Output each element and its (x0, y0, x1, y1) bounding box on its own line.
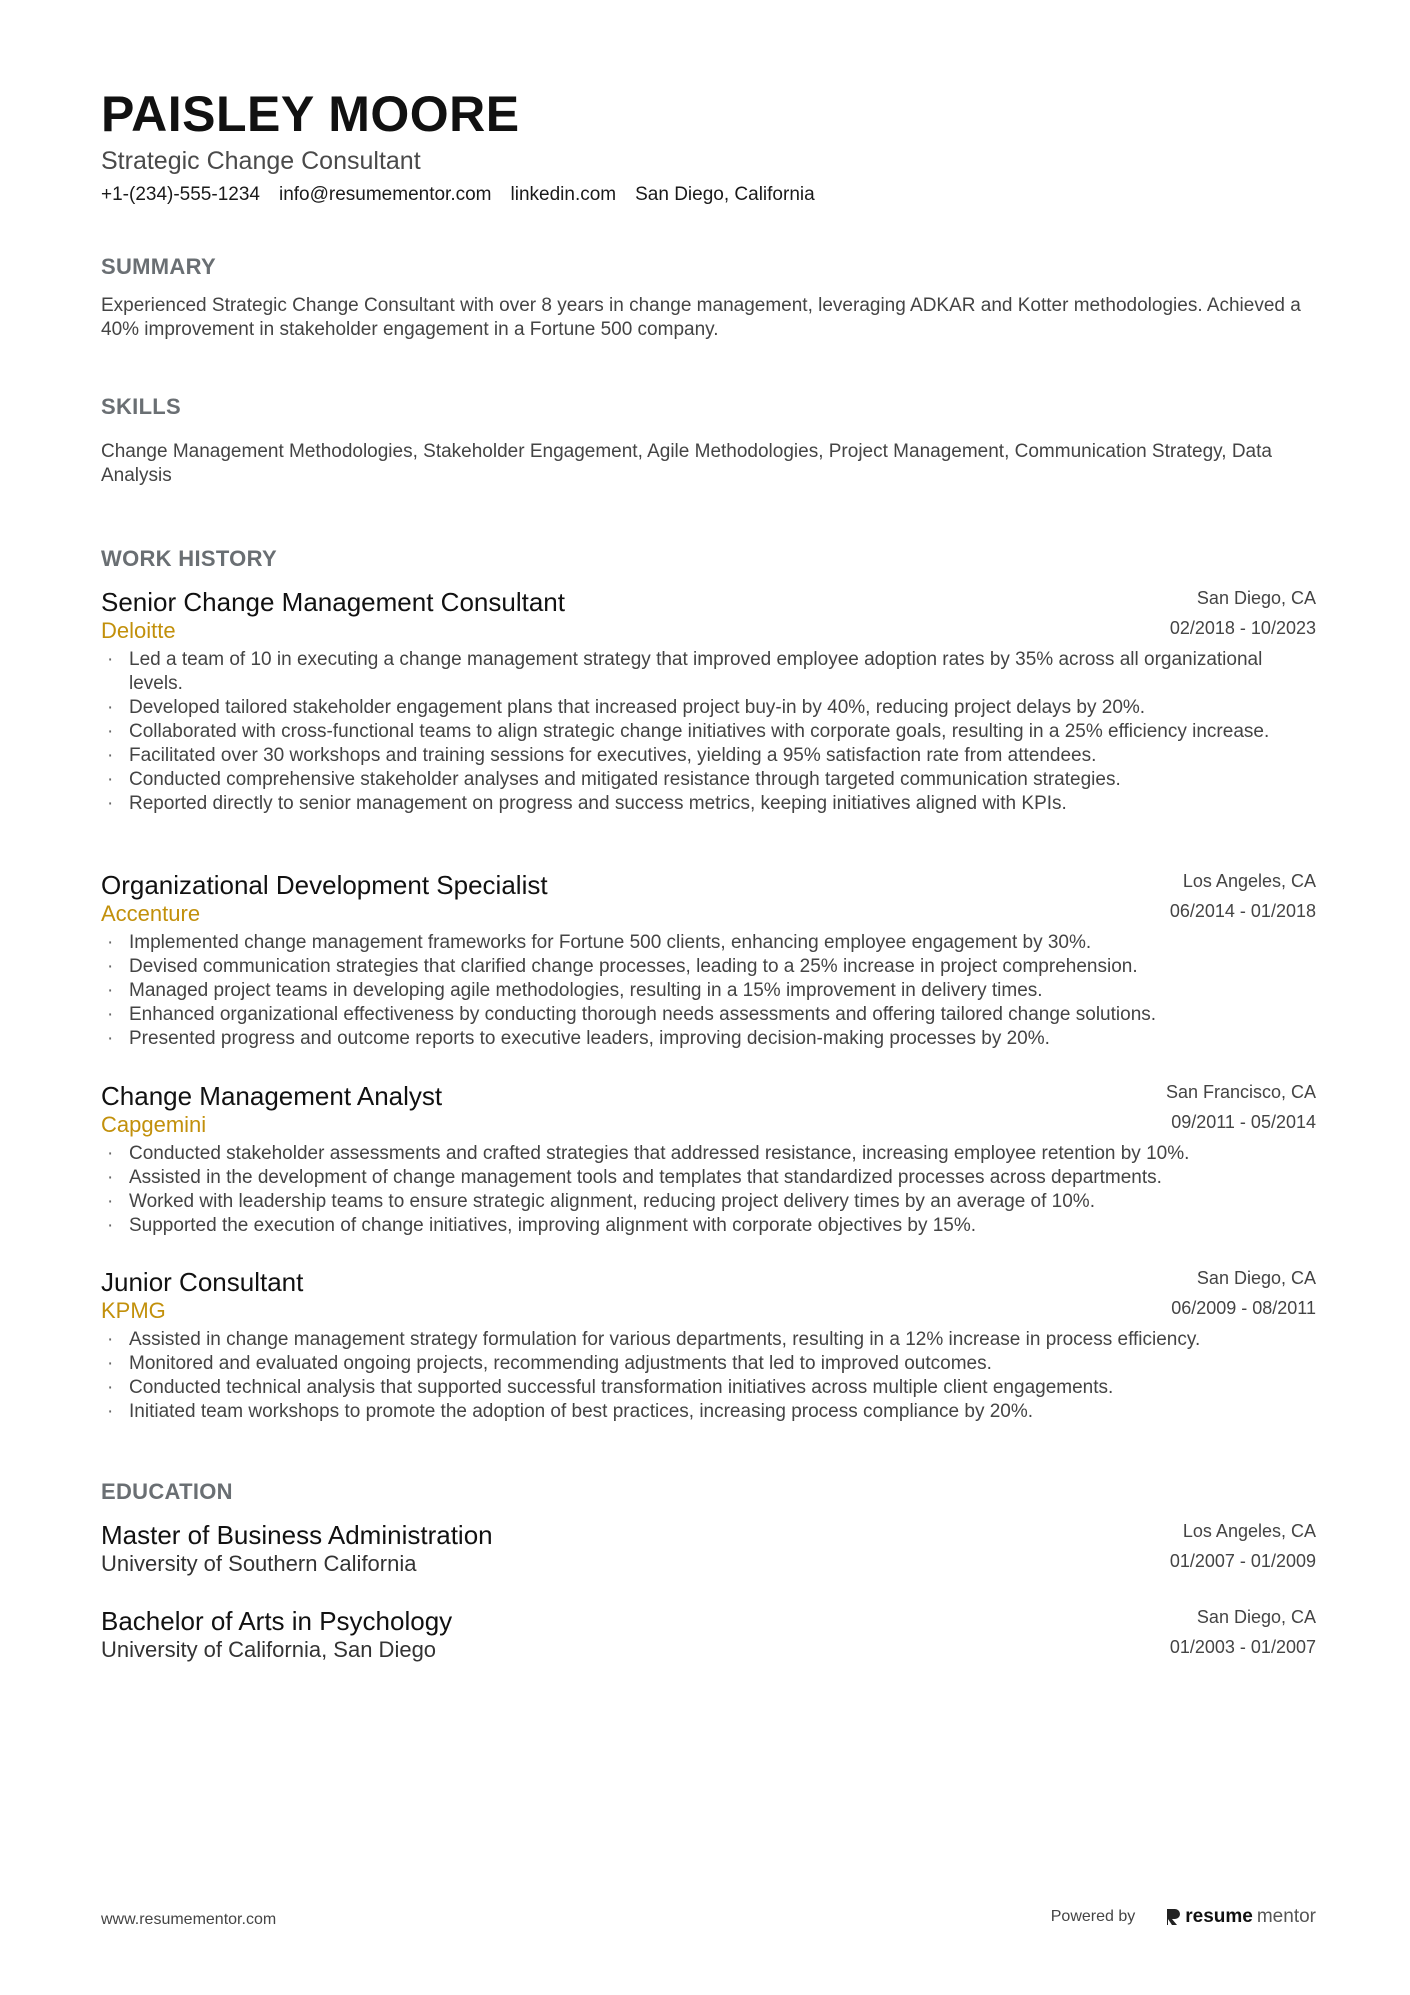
education-location: Los Angeles, CA (1182, 1521, 1316, 1541)
bullet-item: · Conducted technical analysis that supported successful transformation initiatives across multiple client engagements. (101, 1376, 1316, 1400)
education-school: University of California, San Diego (101, 1637, 437, 1662)
work-entry-title: Change Management Analyst (101, 1081, 443, 1111)
education-heading: EDUCATION (101, 1479, 233, 1504)
bullet-item: · Conducted comprehensive stakeholder analyses and mitigated resistance through targeted communication strategies. (101, 768, 1316, 792)
work-entry-company: Deloitte (101, 618, 176, 643)
work-history-heading: WORK HISTORY (101, 546, 277, 571)
resumementor-logo-icon (1165, 1907, 1181, 1927)
work-entry-bullets (101, 648, 1316, 816)
education-dates: 01/2007 - 01/2009 (1169, 1551, 1316, 1571)
work-entry-company: KPMG (101, 1298, 166, 1323)
brand-name-light: mentor (1256, 1906, 1316, 1927)
bullet-item: · Led a team of 10 in executing a change management strategy that improved employee adoption rates by 35% across all organizational levels. (101, 648, 1316, 696)
bullet-item: · Collaborated with cross-functional teams to align strategic change initiatives with corporate goals, resulting in a 25% efficiency increase. (101, 720, 1316, 744)
work-entry-bullets (101, 931, 1316, 1051)
work-entry-bullets (101, 1328, 1316, 1424)
education-dates: 01/2003 - 01/2007 (1169, 1637, 1316, 1657)
education-entry (101, 1605, 1316, 1665)
work-entry-bullets (101, 1142, 1316, 1238)
work-entry-title: Organizational Development Specialist (101, 870, 548, 900)
candidate-name: PAISLEY MOORE (101, 86, 520, 142)
work-entry-title: Senior Change Management Consultant (101, 587, 565, 617)
contact-linkedin[interactable]: linkedin.com (510, 184, 617, 205)
brand-logo[interactable] (1165, 1906, 1316, 1928)
education-location: San Diego, CA (1196, 1607, 1316, 1627)
bullet-item: · Initiated team workshops to promote the adoption of best practices, increasing process compliance by 20%. (101, 1400, 1316, 1424)
education-school: University of Southern California (101, 1551, 417, 1576)
contact-email[interactable]: info@resumementor.com (278, 184, 492, 205)
bullet-item: · Assisted in the development of change management tools and templates that standardized processes across departments. (101, 1166, 1316, 1190)
bullet-item: · Monitored and evaluated ongoing projects, recommending adjustments that led to improved outcomes. (101, 1352, 1316, 1376)
footer-website[interactable]: www.resumementor.com (101, 1911, 277, 1928)
education-entry (101, 1519, 1316, 1579)
work-entry-title: Junior Consultant (101, 1267, 304, 1297)
work-entry-company: Accenture (101, 901, 201, 926)
work-entry-dates: 06/2014 - 01/2018 (1169, 901, 1316, 921)
bullet-item: · Developed tailored stakeholder engagement plans that increased project buy-in by 40%, reducing project delays by 20%. (101, 696, 1316, 720)
brand-name-bold: resume (1185, 1906, 1253, 1927)
work-entry-dates: 06/2009 - 08/2011 (1171, 1298, 1316, 1318)
bullet-item: · Presented progress and outcome reports to executive leaders, improving decision-making processes by 20%. (101, 1027, 1316, 1051)
summary-heading: SUMMARY (101, 254, 216, 279)
bullet-item: · Conducted stakeholder assessments and crafted strategies that addressed resistance, increasing employee retention by 10%. (101, 1142, 1316, 1166)
bullet-item: · Implemented change management frameworks for Fortune 500 clients, enhancing employee engagement by 30%. (101, 931, 1316, 955)
bullet-item: · Assisted in change management strategy formulation for various departments, resulting in a 12% increase in process efficiency. (101, 1328, 1316, 1352)
work-entry-location: San Diego, CA (1196, 1268, 1316, 1288)
work-entry-dates: 09/2011 - 05/2014 (1171, 1112, 1316, 1132)
powered-by-label: Powered by (1050, 1908, 1136, 1925)
contact-bar (101, 183, 815, 207)
bullet-item: · Supported the execution of change initiatives, improving alignment with corporate objectives by 15%. (101, 1214, 1316, 1238)
work-entry-location: Los Angeles, CA (1182, 871, 1316, 891)
education-degree: Bachelor of Arts in Psychology (101, 1606, 453, 1636)
education-degree: Master of Business Administration (101, 1520, 493, 1550)
footer-branding (1051, 1906, 1316, 1928)
bullet-item: · Facilitated over 30 workshops and training sessions for executives, yielding a 95% satisfaction rate from attendees. (101, 744, 1316, 768)
contact-phone: +1-(234)-555-1234 (101, 184, 260, 205)
skills-text: Change Management Methodologies, Stakeholder Engagement, Agile Methodologies, Project Management, Communication Strategy, Data Analysis (101, 441, 1272, 486)
bullet-item: · Enhanced organizational effectiveness by conducting thorough needs assessments and offering tailored change solutions. (101, 1003, 1316, 1027)
work-entry-location: San Francisco, CA (1165, 1082, 1316, 1102)
contact-location: San Diego, California (635, 184, 815, 205)
bullet-item: · Devised communication strategies that clarified change processes, leading to a 25% increase in project comprehension. (101, 955, 1316, 979)
work-entry-location: San Diego, CA (1196, 588, 1316, 608)
summary-text: Experienced Strategic Change Consultant with over 8 years in change management, leveraging ADKAR and Kotter methodologies. Achieved a 40% improvement in stakeholder engagement in a Fortune 500 company. (101, 295, 1301, 340)
job-title-headline: Strategic Change Consultant (101, 147, 421, 175)
work-entry-company: Capgemini (101, 1112, 207, 1137)
skills-heading: SKILLS (101, 394, 182, 419)
bullet-item: · Worked with leadership teams to ensure strategic alignment, reducing project delivery times by an average of 10%. (101, 1190, 1316, 1214)
bullet-item: · Reported directly to senior management on progress and success metrics, keeping initiatives aligned with KPIs. (101, 792, 1316, 816)
work-entry-dates: 02/2018 - 10/2023 (1169, 618, 1316, 638)
bullet-item: · Managed project teams in developing agile methodologies, resulting in a 15% improvement in delivery times. (101, 979, 1316, 1003)
